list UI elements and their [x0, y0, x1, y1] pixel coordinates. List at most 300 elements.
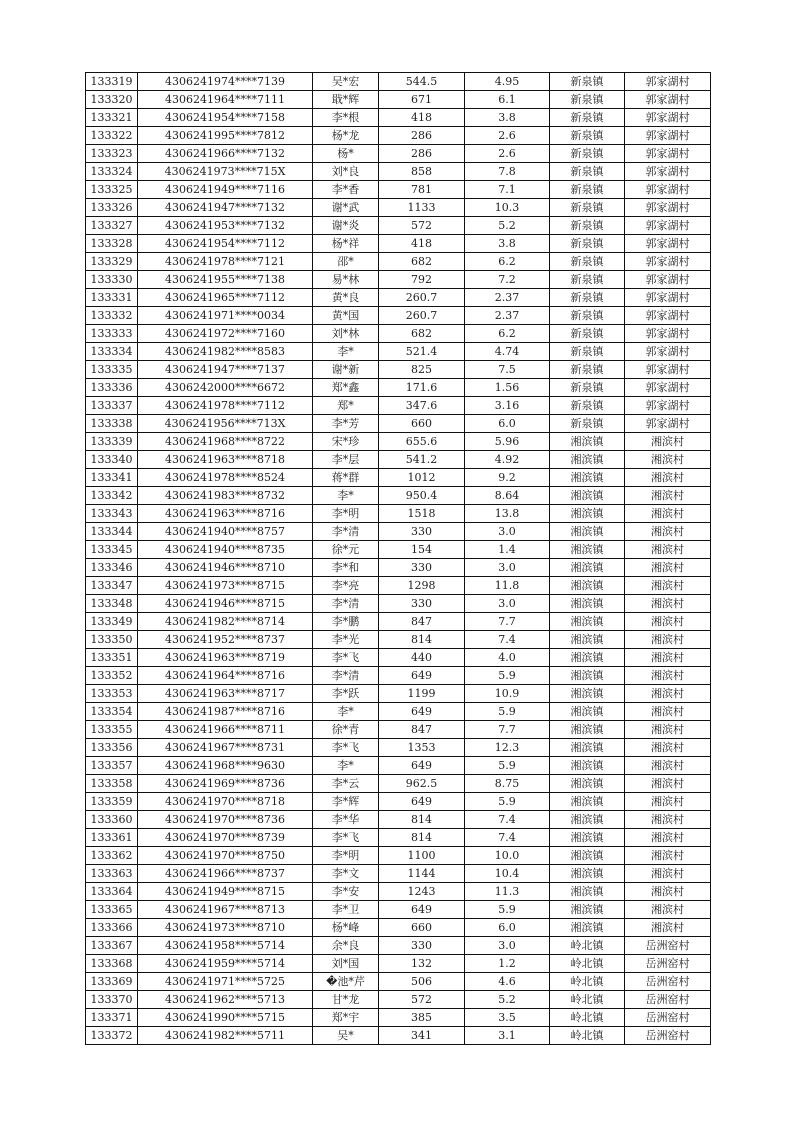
- town-cell: 新泉镇: [550, 307, 625, 325]
- id-number-cell: 4306241982****5711: [138, 1027, 313, 1045]
- name-cell: 李*飞: [313, 649, 379, 667]
- id-number-cell: 4306241963****8717: [138, 685, 313, 703]
- town-cell: 湘滨镇: [550, 433, 625, 451]
- serial-number-cell: 133361: [86, 829, 138, 847]
- serial-number-cell: 133326: [86, 199, 138, 217]
- quantity-cell: 7.4: [465, 811, 550, 829]
- quantity-cell: 10.0: [465, 847, 550, 865]
- data-table: [85, 72, 711, 1045]
- id-number-cell: 4306241949****8715: [138, 883, 313, 901]
- serial-number-cell: 133335: [86, 361, 138, 379]
- village-cell: 湘滨村: [625, 757, 711, 775]
- serial-number-cell: 133323: [86, 145, 138, 163]
- id-number-cell: 4306241963****8719: [138, 649, 313, 667]
- village-cell: 湘滨村: [625, 505, 711, 523]
- village-cell: 湘滨村: [625, 883, 711, 901]
- serial-number-cell: 133362: [86, 847, 138, 865]
- name-cell: 易*林: [313, 271, 379, 289]
- name-cell: 李*清: [313, 595, 379, 613]
- village-cell: 岳洲窑村: [625, 973, 711, 991]
- name-cell: 李*芳: [313, 415, 379, 433]
- quantity-cell: 3.0: [465, 937, 550, 955]
- id-number-cell: 4306241967****8731: [138, 739, 313, 757]
- quantity-cell: 6.2: [465, 325, 550, 343]
- name-cell: 谢*炎: [313, 217, 379, 235]
- quantity-cell: 5.9: [465, 793, 550, 811]
- quantity-cell: 7.4: [465, 631, 550, 649]
- amount-cell: 506: [379, 973, 465, 991]
- town-cell: 湘滨镇: [550, 865, 625, 883]
- serial-number-cell: 133349: [86, 613, 138, 631]
- id-number-cell: 4306241966****7132: [138, 145, 313, 163]
- amount-cell: 858: [379, 163, 465, 181]
- village-cell: 湘滨村: [625, 559, 711, 577]
- serial-number-cell: 133363: [86, 865, 138, 883]
- name-cell: 杨*祥: [313, 235, 379, 253]
- name-cell: 吴*宏: [313, 73, 379, 91]
- table-row: [86, 883, 711, 901]
- village-cell: 郭家湖村: [625, 145, 711, 163]
- id-number-cell: 4306241973****8715: [138, 577, 313, 595]
- table-row: [86, 127, 711, 145]
- quantity-cell: 12.3: [465, 739, 550, 757]
- id-number-cell: 4306241946****8715: [138, 595, 313, 613]
- serial-number-cell: 133327: [86, 217, 138, 235]
- amount-cell: 572: [379, 217, 465, 235]
- name-cell: 李*卫: [313, 901, 379, 919]
- village-cell: 郭家湖村: [625, 235, 711, 253]
- quantity-cell: 5.9: [465, 757, 550, 775]
- name-cell: 李*和: [313, 559, 379, 577]
- village-cell: 郭家湖村: [625, 415, 711, 433]
- town-cell: 新泉镇: [550, 253, 625, 271]
- amount-cell: 341: [379, 1027, 465, 1045]
- quantity-cell: 1.56: [465, 379, 550, 397]
- amount-cell: 440: [379, 649, 465, 667]
- serial-number-cell: 133331: [86, 289, 138, 307]
- table-row: [86, 631, 711, 649]
- amount-cell: 1353: [379, 739, 465, 757]
- id-number-cell: 4306241949****7116: [138, 181, 313, 199]
- id-number-cell: 4306241955****7138: [138, 271, 313, 289]
- village-cell: 郭家湖村: [625, 73, 711, 91]
- town-cell: 湘滨镇: [550, 577, 625, 595]
- town-cell: 新泉镇: [550, 325, 625, 343]
- amount-cell: 649: [379, 793, 465, 811]
- village-cell: 湘滨村: [625, 793, 711, 811]
- table-row: [86, 865, 711, 883]
- town-cell: 湘滨镇: [550, 451, 625, 469]
- amount-cell: 649: [379, 757, 465, 775]
- id-number-cell: 4306241982****8583: [138, 343, 313, 361]
- id-number-cell: 4306241964****7111: [138, 91, 313, 109]
- name-cell: 刘*良: [313, 163, 379, 181]
- town-cell: 湘滨镇: [550, 847, 625, 865]
- serial-number-cell: 133332: [86, 307, 138, 325]
- amount-cell: 814: [379, 811, 465, 829]
- serial-number-cell: 133350: [86, 631, 138, 649]
- id-number-cell: 4306241982****8714: [138, 613, 313, 631]
- table-row: [86, 91, 711, 109]
- name-cell: 李*华: [313, 811, 379, 829]
- name-cell: 余*良: [313, 937, 379, 955]
- name-cell: 李*云: [313, 775, 379, 793]
- table-row: [86, 937, 711, 955]
- village-cell: 湘滨村: [625, 775, 711, 793]
- table-row: [86, 199, 711, 217]
- town-cell: 新泉镇: [550, 289, 625, 307]
- town-cell: 新泉镇: [550, 415, 625, 433]
- table-row: [86, 649, 711, 667]
- village-cell: 湘滨村: [625, 631, 711, 649]
- town-cell: 湘滨镇: [550, 811, 625, 829]
- village-cell: 湘滨村: [625, 901, 711, 919]
- village-cell: 湘滨村: [625, 865, 711, 883]
- amount-cell: 286: [379, 145, 465, 163]
- amount-cell: 1144: [379, 865, 465, 883]
- amount-cell: 385: [379, 1009, 465, 1027]
- serial-number-cell: 133329: [86, 253, 138, 271]
- id-number-cell: 4306241970****8750: [138, 847, 313, 865]
- serial-number-cell: 133341: [86, 469, 138, 487]
- village-cell: 郭家湖村: [625, 199, 711, 217]
- quantity-cell: 3.8: [465, 109, 550, 127]
- name-cell: 戢*辉: [313, 91, 379, 109]
- id-number-cell: 4306241953****7132: [138, 217, 313, 235]
- village-cell: 郭家湖村: [625, 361, 711, 379]
- quantity-cell: 10.9: [465, 685, 550, 703]
- id-number-cell: 4306241958****5714: [138, 937, 313, 955]
- village-cell: 郭家湖村: [625, 397, 711, 415]
- town-cell: 新泉镇: [550, 145, 625, 163]
- serial-number-cell: 133364: [86, 883, 138, 901]
- amount-cell: 962.5: [379, 775, 465, 793]
- village-cell: 湘滨村: [625, 847, 711, 865]
- name-cell: 李*: [313, 343, 379, 361]
- amount-cell: 330: [379, 937, 465, 955]
- amount-cell: 1199: [379, 685, 465, 703]
- village-cell: 郭家湖村: [625, 325, 711, 343]
- town-cell: 湘滨镇: [550, 667, 625, 685]
- name-cell: 吴*: [313, 1027, 379, 1045]
- town-cell: 岭北镇: [550, 991, 625, 1009]
- name-cell: 李*: [313, 487, 379, 505]
- id-number-cell: 4306241968****9630: [138, 757, 313, 775]
- amount-cell: 1298: [379, 577, 465, 595]
- table-row: [86, 271, 711, 289]
- town-cell: 新泉镇: [550, 217, 625, 235]
- town-cell: 新泉镇: [550, 271, 625, 289]
- serial-number-cell: 133325: [86, 181, 138, 199]
- quantity-cell: 3.16: [465, 397, 550, 415]
- town-cell: 湘滨镇: [550, 469, 625, 487]
- town-cell: 湘滨镇: [550, 757, 625, 775]
- serial-number-cell: 133320: [86, 91, 138, 109]
- town-cell: 新泉镇: [550, 361, 625, 379]
- village-cell: 岳洲窑村: [625, 991, 711, 1009]
- id-number-cell: 4306241962****5713: [138, 991, 313, 1009]
- id-number-cell: 4306241973****715X: [138, 163, 313, 181]
- amount-cell: 950.4: [379, 487, 465, 505]
- name-cell: 李*: [313, 703, 379, 721]
- serial-number-cell: 133360: [86, 811, 138, 829]
- quantity-cell: 2.6: [465, 127, 550, 145]
- quantity-cell: 3.0: [465, 559, 550, 577]
- id-number-cell: 4306241974****7139: [138, 73, 313, 91]
- town-cell: 湘滨镇: [550, 559, 625, 577]
- serial-number-cell: 133344: [86, 523, 138, 541]
- id-number-cell: 4306241954****7158: [138, 109, 313, 127]
- id-number-cell: 4306241959****5714: [138, 955, 313, 973]
- name-cell: 李*光: [313, 631, 379, 649]
- name-cell: 郑*鑫: [313, 379, 379, 397]
- table-row: [86, 307, 711, 325]
- village-cell: 郭家湖村: [625, 163, 711, 181]
- serial-number-cell: 133337: [86, 397, 138, 415]
- table-row: [86, 811, 711, 829]
- village-cell: 郭家湖村: [625, 253, 711, 271]
- serial-number-cell: 133369: [86, 973, 138, 991]
- table-row: [86, 685, 711, 703]
- town-cell: 湘滨镇: [550, 901, 625, 919]
- name-cell: 李*明: [313, 505, 379, 523]
- serial-number-cell: 133339: [86, 433, 138, 451]
- town-cell: 湘滨镇: [550, 721, 625, 739]
- table-row: [86, 1009, 711, 1027]
- table-row: [86, 667, 711, 685]
- name-cell: 李*辉: [313, 793, 379, 811]
- table-row: [86, 739, 711, 757]
- amount-cell: 649: [379, 901, 465, 919]
- table-row: [86, 415, 711, 433]
- name-cell: 李*清: [313, 667, 379, 685]
- amount-cell: 792: [379, 271, 465, 289]
- table-row: [86, 595, 711, 613]
- id-number-cell: 4306241983****8732: [138, 487, 313, 505]
- serial-number-cell: 133343: [86, 505, 138, 523]
- quantity-cell: 2.6: [465, 145, 550, 163]
- table-row: [86, 757, 711, 775]
- amount-cell: 171.6: [379, 379, 465, 397]
- amount-cell: 1518: [379, 505, 465, 523]
- amount-cell: 418: [379, 109, 465, 127]
- table-row: [86, 343, 711, 361]
- id-number-cell: 4306241963****8718: [138, 451, 313, 469]
- amount-cell: 655.6: [379, 433, 465, 451]
- table-row: [86, 253, 711, 271]
- village-cell: 湘滨村: [625, 613, 711, 631]
- id-number-cell: 4306241940****8735: [138, 541, 313, 559]
- quantity-cell: 5.9: [465, 703, 550, 721]
- amount-cell: 572: [379, 991, 465, 1009]
- table-row: [86, 379, 711, 397]
- serial-number-cell: 133365: [86, 901, 138, 919]
- village-cell: 湘滨村: [625, 469, 711, 487]
- town-cell: 新泉镇: [550, 199, 625, 217]
- table-row: [86, 469, 711, 487]
- id-number-cell: 4306241995****7812: [138, 127, 313, 145]
- name-cell: 郑*宇: [313, 1009, 379, 1027]
- quantity-cell: 7.8: [465, 163, 550, 181]
- amount-cell: 1012: [379, 469, 465, 487]
- town-cell: 岭北镇: [550, 1009, 625, 1027]
- id-number-cell: 4306241978****7121: [138, 253, 313, 271]
- table-row: [86, 523, 711, 541]
- id-number-cell: 4306241952****8737: [138, 631, 313, 649]
- table-row: [86, 181, 711, 199]
- quantity-cell: 10.3: [465, 199, 550, 217]
- amount-cell: 418: [379, 235, 465, 253]
- table-row: [86, 721, 711, 739]
- town-cell: 岭北镇: [550, 1027, 625, 1045]
- serial-number-cell: 133324: [86, 163, 138, 181]
- name-cell: 李*根: [313, 109, 379, 127]
- table-row: [86, 973, 711, 991]
- village-cell: 湘滨村: [625, 685, 711, 703]
- id-number-cell: 4306241954****7112: [138, 235, 313, 253]
- name-cell: 杨*龙: [313, 127, 379, 145]
- name-cell: 黄*良: [313, 289, 379, 307]
- amount-cell: 814: [379, 829, 465, 847]
- name-cell: 杨*峰: [313, 919, 379, 937]
- village-cell: 湘滨村: [625, 649, 711, 667]
- serial-number-cell: 133366: [86, 919, 138, 937]
- serial-number-cell: 133370: [86, 991, 138, 1009]
- village-cell: 湘滨村: [625, 523, 711, 541]
- quantity-cell: 6.0: [465, 919, 550, 937]
- name-cell: 刘*林: [313, 325, 379, 343]
- table-body: [86, 73, 711, 1045]
- quantity-cell: 3.5: [465, 1009, 550, 1027]
- id-number-cell: 4306241970****8736: [138, 811, 313, 829]
- quantity-cell: 7.7: [465, 721, 550, 739]
- name-cell: 李*明: [313, 847, 379, 865]
- id-number-cell: 4306241973****8710: [138, 919, 313, 937]
- quantity-cell: 7.7: [465, 613, 550, 631]
- village-cell: 湘滨村: [625, 451, 711, 469]
- quantity-cell: 5.9: [465, 667, 550, 685]
- amount-cell: 814: [379, 631, 465, 649]
- amount-cell: 649: [379, 703, 465, 721]
- serial-number-cell: 133353: [86, 685, 138, 703]
- id-number-cell: 4306241978****8524: [138, 469, 313, 487]
- table-row: [86, 955, 711, 973]
- village-cell: 湘滨村: [625, 829, 711, 847]
- quantity-cell: 6.0: [465, 415, 550, 433]
- town-cell: 湘滨镇: [550, 649, 625, 667]
- village-cell: 湘滨村: [625, 433, 711, 451]
- serial-number-cell: 133368: [86, 955, 138, 973]
- town-cell: 湘滨镇: [550, 739, 625, 757]
- id-number-cell: 4306241970****8739: [138, 829, 313, 847]
- id-number-cell: 4306241971****0034: [138, 307, 313, 325]
- table-row: [86, 541, 711, 559]
- table-row: [86, 793, 711, 811]
- name-cell: 宋*珍: [313, 433, 379, 451]
- serial-number-cell: 133345: [86, 541, 138, 559]
- quantity-cell: 4.74: [465, 343, 550, 361]
- quantity-cell: 6.2: [465, 253, 550, 271]
- table-row: [86, 775, 711, 793]
- table-row: [86, 217, 711, 235]
- quantity-cell: 6.1: [465, 91, 550, 109]
- village-cell: 湘滨村: [625, 811, 711, 829]
- town-cell: 新泉镇: [550, 73, 625, 91]
- quantity-cell: 2.37: [465, 307, 550, 325]
- id-number-cell: 4306241947****7132: [138, 199, 313, 217]
- village-cell: 郭家湖村: [625, 217, 711, 235]
- quantity-cell: 8.64: [465, 487, 550, 505]
- town-cell: 湘滨镇: [550, 775, 625, 793]
- name-cell: 李*鹏: [313, 613, 379, 631]
- id-number-cell: 4306241963****8716: [138, 505, 313, 523]
- name-cell: 李*飞: [313, 829, 379, 847]
- village-cell: 岳洲窑村: [625, 1009, 711, 1027]
- amount-cell: 521.4: [379, 343, 465, 361]
- town-cell: 湘滨镇: [550, 685, 625, 703]
- village-cell: 湘滨村: [625, 541, 711, 559]
- quantity-cell: 10.4: [465, 865, 550, 883]
- name-cell: 徐*元: [313, 541, 379, 559]
- amount-cell: 660: [379, 919, 465, 937]
- name-cell: 邵*: [313, 253, 379, 271]
- id-number-cell: 4306241969****8736: [138, 775, 313, 793]
- name-cell: 甘*龙: [313, 991, 379, 1009]
- table-row: [86, 847, 711, 865]
- name-cell: 李*清: [313, 523, 379, 541]
- serial-number-cell: 133352: [86, 667, 138, 685]
- table-row: [86, 451, 711, 469]
- name-cell: �池*芹: [313, 973, 379, 991]
- town-cell: 新泉镇: [550, 379, 625, 397]
- village-cell: 湘滨村: [625, 667, 711, 685]
- amount-cell: 330: [379, 595, 465, 613]
- amount-cell: 260.7: [379, 307, 465, 325]
- id-number-cell: 4306241966****8711: [138, 721, 313, 739]
- id-number-cell: 4306241970****8718: [138, 793, 313, 811]
- serial-number-cell: 133319: [86, 73, 138, 91]
- village-cell: 湘滨村: [625, 703, 711, 721]
- town-cell: 湘滨镇: [550, 883, 625, 901]
- amount-cell: 1243: [379, 883, 465, 901]
- table-row: [86, 235, 711, 253]
- table-row: [86, 361, 711, 379]
- table-row: [86, 505, 711, 523]
- name-cell: 谢*武: [313, 199, 379, 217]
- village-cell: 湘滨村: [625, 577, 711, 595]
- amount-cell: 671: [379, 91, 465, 109]
- amount-cell: 1100: [379, 847, 465, 865]
- name-cell: 李*跃: [313, 685, 379, 703]
- table-row: [86, 289, 711, 307]
- quantity-cell: 1.2: [465, 955, 550, 973]
- serial-number-cell: 133358: [86, 775, 138, 793]
- id-number-cell: 4306241987****8716: [138, 703, 313, 721]
- town-cell: 新泉镇: [550, 127, 625, 145]
- name-cell: 杨*: [313, 145, 379, 163]
- quantity-cell: 5.96: [465, 433, 550, 451]
- table-row: [86, 145, 711, 163]
- amount-cell: 132: [379, 955, 465, 973]
- serial-number-cell: 133355: [86, 721, 138, 739]
- quantity-cell: 4.95: [465, 73, 550, 91]
- village-cell: 郭家湖村: [625, 289, 711, 307]
- amount-cell: 660: [379, 415, 465, 433]
- name-cell: 郑*: [313, 397, 379, 415]
- town-cell: 湘滨镇: [550, 631, 625, 649]
- town-cell: 新泉镇: [550, 397, 625, 415]
- town-cell: 湘滨镇: [550, 919, 625, 937]
